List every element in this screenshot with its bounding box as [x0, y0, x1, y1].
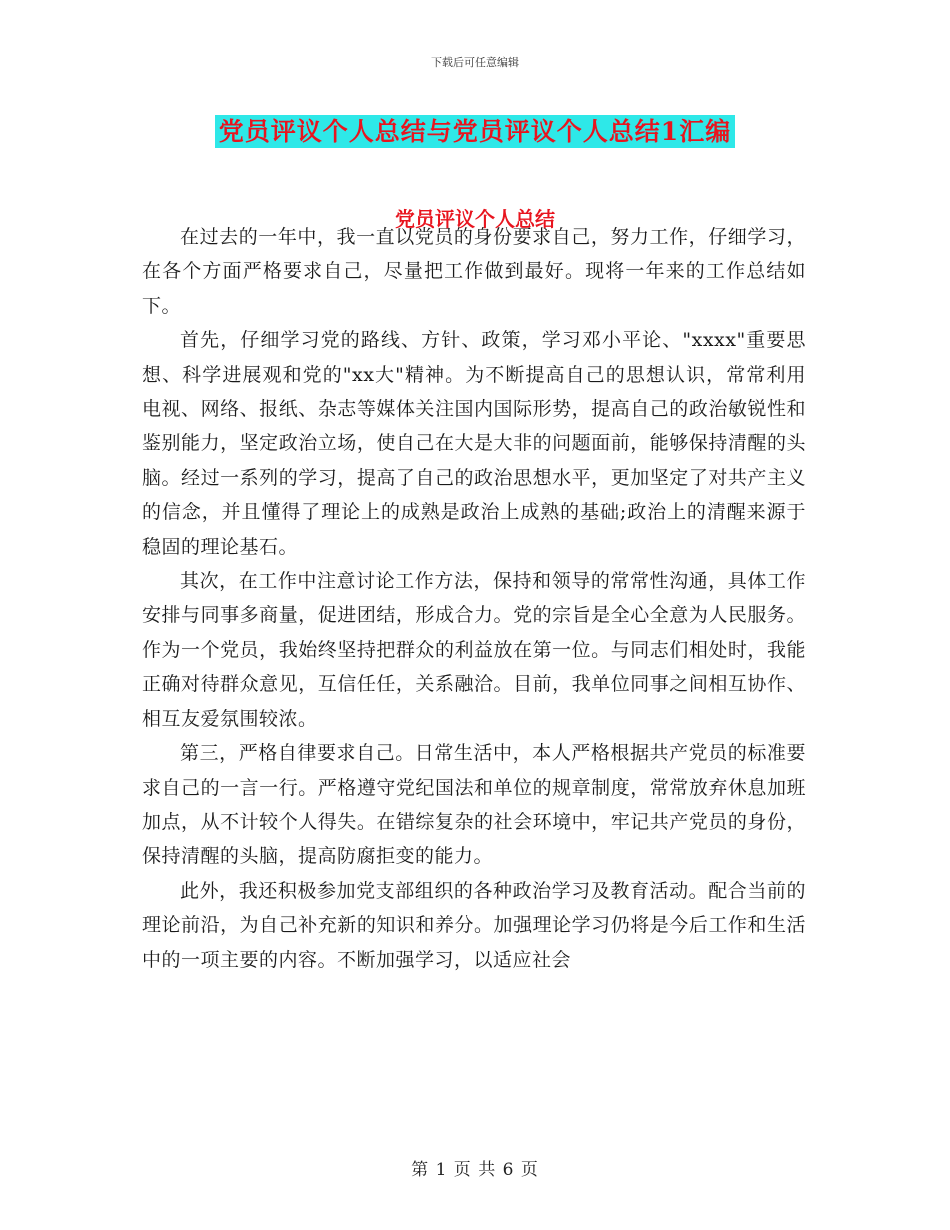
paragraph-3: 其次，在工作中注意讨论工作方法，保持和领导的常常性沟通，具体工作安排与同事多商量，促进团结，形成合力。党的宗旨是全心全意为人民服务。作为一个党员，我始终坚持把群众的利益放在第一位。与同志们相处时，我能正确对待群众意见，互信任任，关系融洽。目前，我单位同事之间相互协作、相互友爱氛围较浓。 — [142, 570, 806, 730]
document-title — [0, 112, 950, 148]
header-note: 下载后可任意编辑 — [431, 56, 519, 69]
page-footer: 第 1 页 共 6 页 — [411, 1160, 539, 1180]
document-title-text: 党员评议个人总结与党员评议个人总结1汇编 — [215, 115, 735, 148]
section-title: 党员评议个人总结 — [395, 207, 555, 231]
document-body — [142, 220, 806, 977]
paragraph-2: 首先，仔细学习党的路线、方针、政策，学习邓小平论、"xxxx"重要思想、科学进展观和党的"xx大"精神。为不断提高自己的思想认识，常常利用电视、网络、报纸、杂志等媒体关注国内国际形势，提高自己的政治敏锐性和鉴别能力，坚定政治立场，使自己在大是大非的问题面前，能够保持清醒的头脑。经过一系列的学习，提高了自己的政治思想水平，更加坚定了对共产主义的信念，并且懂得了理论上的成熟是政治上成熟的基础;政治上的清醒来源于稳固的理论基石。 — [142, 329, 806, 558]
paragraph-5: 此外，我还积极参加党支部组织的各种政治学习及教育活动。配合当前的理论前沿，为自己补充新的知识和养分。加强理论学习仍将是今后工作和生活中的一项主要的内容。不断加强学习，以适应社会 — [142, 879, 806, 971]
paragraph-1: 在过去的一年中，我一直以党员的身份要求自己，努力工作，仔细学习，在各个方面严格要求自己，尽量把工作做到最好。现将一年来的工作总结如下。 — [142, 226, 806, 317]
paragraph-4: 第三，严格自律要求自己。日常生活中，本人严格根据共产党员的标准要求自己的一言一行。严格遵守党纪国法和单位的规章制度，常常放弃休息加班加点，从不计较个人得失。在错综复杂的社会环境中，牢记共产党员的身份，保持清醒的头脑，提高防腐拒变的能力。 — [142, 742, 806, 868]
